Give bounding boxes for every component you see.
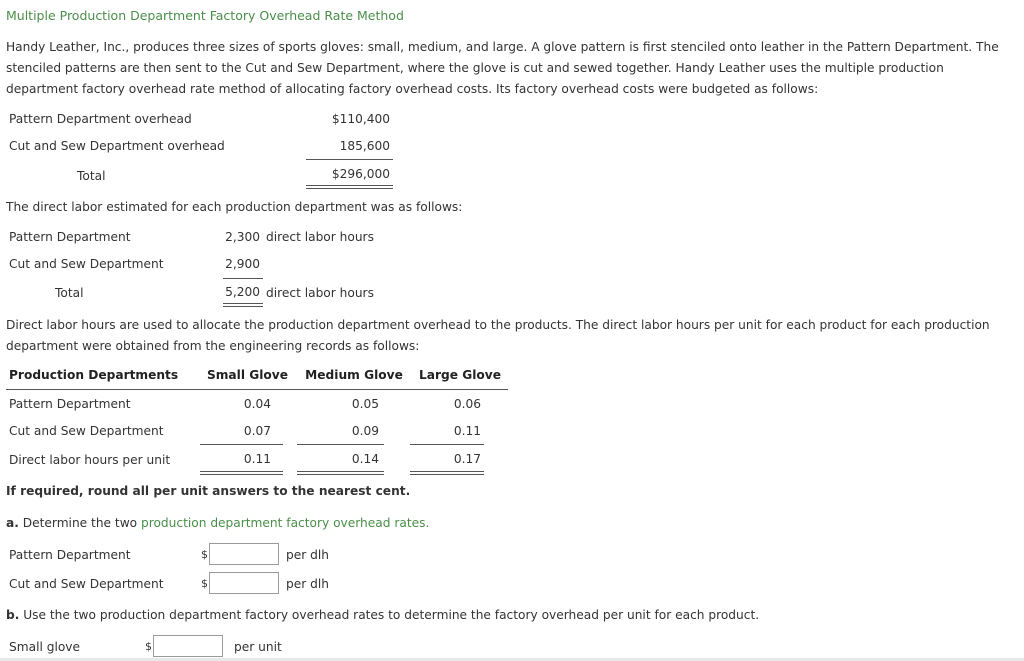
small-glove-overhead-input[interactable] [153, 635, 223, 657]
total-double-rule [297, 471, 384, 475]
table-cell: 0.14 [351, 452, 380, 466]
cut-and-sew-rate-input[interactable] [209, 572, 279, 594]
dl-row-value: 2,900 [225, 257, 260, 271]
overhead-row-value: 185,600 [339, 139, 390, 153]
part-a-prefix: Determine the two [22, 516, 138, 530]
answer-row-label: Cut and Sew Department [9, 577, 164, 591]
currency-symbol: $ [201, 548, 208, 561]
table-cell: 0.17 [453, 452, 482, 466]
table-header: Medium Glove [305, 368, 403, 382]
answer-unit: per dlh [286, 548, 329, 562]
dl-total-label: Total [55, 286, 84, 300]
dl-row-unit: direct labor hours [266, 230, 374, 244]
subtotal-rule [410, 444, 484, 445]
part-a-link[interactable]: production department factory overhead rates. [141, 516, 430, 530]
dl-row-label: Cut and Sew Department [9, 257, 164, 271]
part-b-letter: b. [6, 608, 20, 622]
answer-unit: per unit [234, 640, 282, 654]
page-title: Multiple Production Department Factory Overhead Rate Method [6, 8, 404, 23]
table-cell: 0.07 [243, 424, 272, 438]
pattern-rate-input[interactable] [209, 543, 279, 565]
part-b-text: Use the two production department factory overhead rates to determine the factory overhead per unit for each product. [23, 608, 760, 622]
table-cell: 0.11 [243, 452, 272, 466]
overhead-row-label: Cut and Sew Department overhead [9, 139, 225, 153]
total-double-rule [410, 471, 484, 475]
table-cell: 0.09 [351, 424, 380, 438]
total-double-rule [200, 471, 283, 475]
overhead-row-value: $110,400 [331, 112, 390, 126]
currency-symbol: $ [145, 640, 152, 653]
table-header: Production Departments [9, 368, 179, 382]
dl-total-value: 5,200 [225, 285, 260, 299]
table-cell: 0.11 [453, 424, 482, 438]
table-header: Small Glove [206, 368, 289, 382]
part-a-question [6, 516, 429, 530]
direct-labor-intro: The direct labor estimated for each production department was as follows: [6, 200, 463, 214]
table-row-label: Cut and Sew Department [9, 424, 164, 438]
total-double-rule [306, 185, 393, 189]
intro-paragraph: Handy Leather, Inc., produces three sizes of sports gloves: small, medium, and large. A glove pattern is first stenciled onto leather in the Pattern Department. The stenciled patterns are then sent to the Cut and Sew Department, where the glove is cut and sewed together. Handy Leather uses the multiple production department factory overhead rate method of allocating factory overhead costs. Its factory overhead costs were budgeted as follows: [6, 40, 999, 96]
dl-row-value: 2,300 [225, 230, 260, 244]
currency-symbol: $ [201, 577, 208, 590]
table-row-label: Direct labor hours per unit [9, 453, 171, 467]
part-b-question [6, 608, 759, 622]
header-rule [6, 389, 508, 390]
dl-row-label: Pattern Department [9, 230, 131, 244]
answer-row-label: Small glove [9, 640, 81, 654]
total-double-rule [223, 303, 263, 307]
allocation-paragraph: Direct labor hours are used to allocate the production department overhead to the products. The direct labor hours per unit for each product for each production department were obtained from the engineering records as follows: [6, 318, 990, 353]
table-cell: 0.04 [243, 397, 272, 411]
rounding-note: If required, round all per unit answers to the nearest cent. [6, 484, 411, 498]
table-cell: 0.05 [351, 397, 380, 411]
answer-row-label: Pattern Department [9, 548, 131, 562]
overhead-total-value: $296,000 [331, 167, 390, 181]
subtotal-rule [306, 159, 393, 160]
subtotal-rule [200, 444, 283, 445]
table-header: Large Glove [419, 368, 501, 382]
dl-total-unit: direct labor hours [266, 286, 374, 300]
subtotal-rule [223, 278, 263, 279]
overhead-row-label: Pattern Department overhead [9, 112, 192, 126]
table-row-label: Pattern Department [9, 397, 131, 411]
answer-unit: per dlh [286, 577, 329, 591]
table-cell: 0.06 [453, 397, 482, 411]
part-a-letter: a. [6, 516, 19, 530]
overhead-total-label: Total [77, 169, 106, 183]
subtotal-rule [297, 444, 384, 445]
